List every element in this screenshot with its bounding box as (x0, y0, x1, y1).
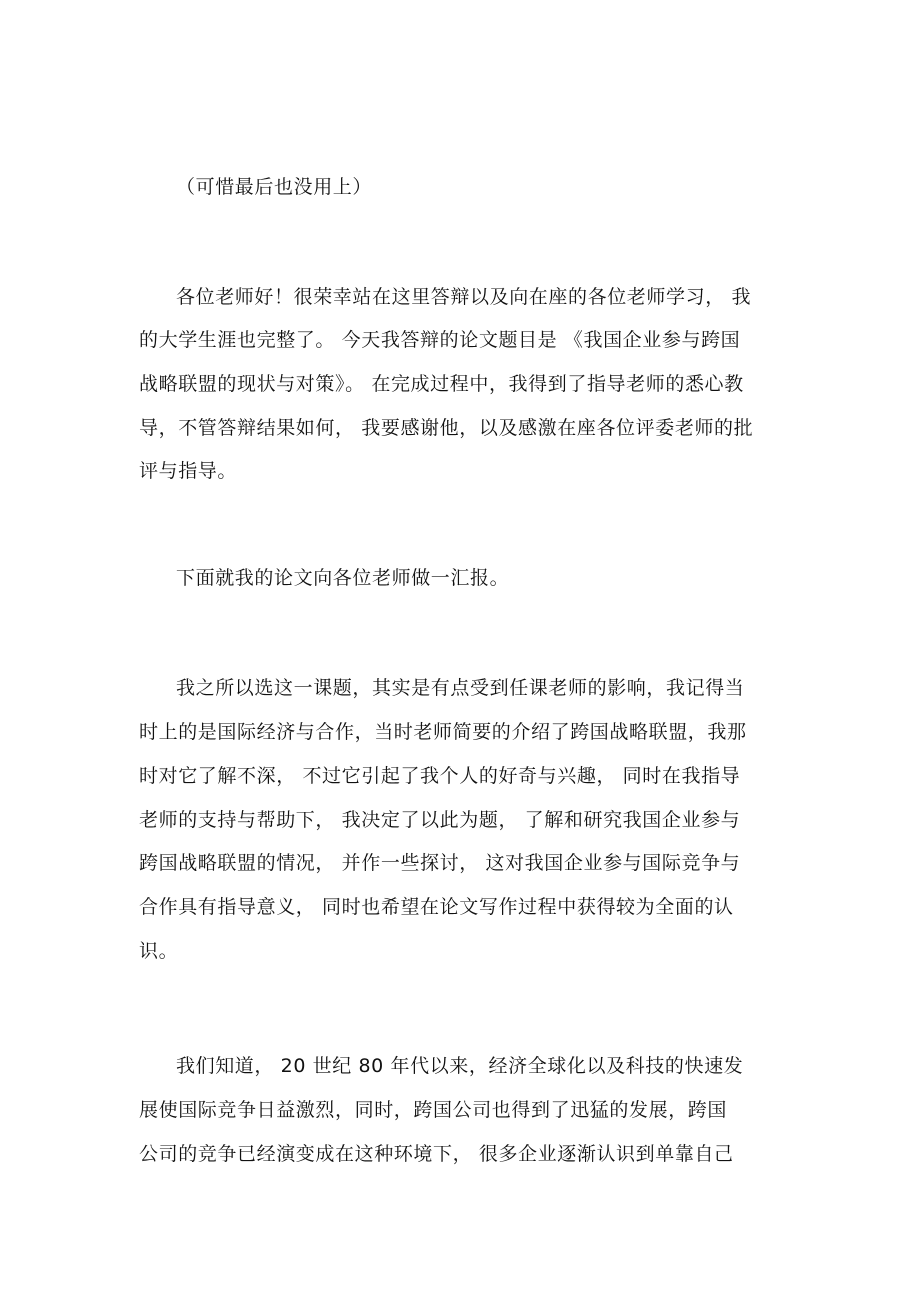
paragraph-3-line-2: 时上的是国际经济与合作，当时老师简要的介绍了跨国战略联盟，我那 (139, 721, 747, 743)
paragraph-3-line-7: 识。 (139, 940, 179, 962)
paragraph-3-line-3: 时对它了解不深， 不过它引起了我个人的好奇与兴趣， 同时在我指导 (139, 765, 741, 787)
paragraph-4-line-3: 公司的竞争已经演变成在这种环境下， 很多企业逐渐认识到单靠自己 (139, 1143, 734, 1165)
paragraph-1-line-5: 评与指导。 (139, 460, 238, 482)
paragraph-3-line-1: 我之所以选这一课题，其实是有点受到任课老师的影响，我记得当 (176, 677, 745, 699)
paragraph-4-line-2: 展使国际竞争日益激烈，同时，跨国公司也得到了迅猛的发展，跨国 (139, 1099, 728, 1121)
paragraph-1-line-3: 战略联盟的现状与对策》。 在完成过程中，我得到了指导老师的悉心教 (139, 373, 744, 395)
paragraph-3-line-6: 合作具有指导意义， 同时也希望在论文写作过程中获得较为全面的认 (139, 896, 734, 918)
paragraph-3-line-4: 老师的支持与帮助下， 我决定了以此为题， 了解和研究我国企业参与 (139, 809, 741, 831)
paragraph-3-line-5: 跨国战略联盟的情况， 并作一些探讨， 这对我国企业参与国际竞争与 (139, 852, 741, 874)
paragraph-1-line-4: 导，不管答辩结果如何， 我要感谢他，以及感激在座各位评委老师的批 (139, 417, 754, 439)
side-note: （可惜最后也没用上） (176, 176, 373, 198)
paragraph-4-line-1: 我们知道， 20 世纪 80 年代以来，经济全球化以及科技的快速发 (176, 1055, 744, 1077)
paragraph-2-line-1: 下面就我的论文向各位老师做一汇报。 (176, 567, 510, 589)
paragraph-1-line-2: 的大学生涯也完整了。 今天我答辩的论文题目是 《我国企业参与跨国 (139, 329, 741, 351)
paragraph-1-line-1: 各位老师好！很荣幸站在这里答辩以及向在座的各位老师学习， 我 (176, 286, 752, 308)
